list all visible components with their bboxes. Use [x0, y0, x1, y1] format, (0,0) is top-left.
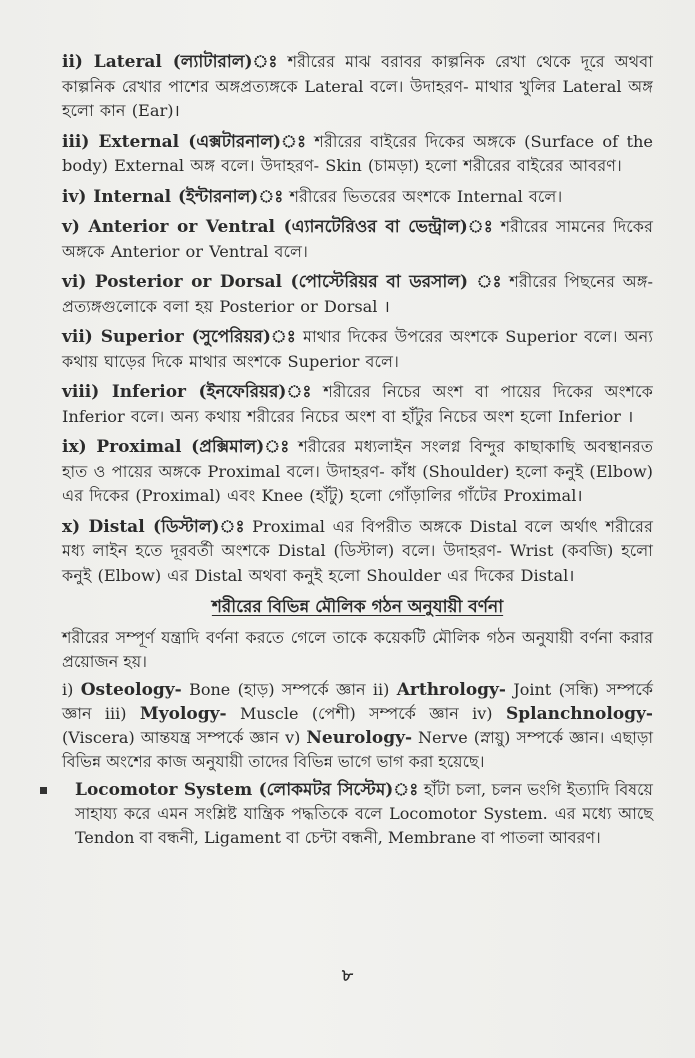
- entry-term: iii) External (এক্সটারনাল)ঃ: [62, 131, 307, 152]
- entry-anterior: [62, 215, 653, 264]
- list-text: (Viscera) আন্তযন্ত্র সম্পর্কে জ্ঞান v): [62, 728, 307, 747]
- entry-external: [62, 130, 653, 179]
- entry-internal: [62, 185, 653, 210]
- list-text: i): [62, 680, 81, 699]
- entry-lateral: [62, 50, 653, 124]
- entry-text: শরীরের মাঝ বরাবর কাল্পনিক রেখা থেকে দূরে অথবা কাল্পনিক রেখার পাশের অঙ্গপ্রত্যঙ্গকে Lateral বলে। উদাহরণ- মাথার খুলির Lateral অঙ্গ হলো কান (Ear)।: [62, 52, 653, 120]
- entry-text: শরীরের পিছনের অঙ্গ-প্রত্যঙ্গগুলোকে বলা হয় Posterior or Dorsal ।: [62, 272, 653, 316]
- bullet-locomotor: [62, 778, 653, 850]
- list-term-osteology: Osteology-: [80, 680, 182, 700]
- list-term-myology: Myology-: [139, 704, 227, 724]
- list-term-neurology: Neurology-: [306, 728, 413, 748]
- entry-inferior: [62, 380, 653, 429]
- list-text: Muscle (পেশী) সম্পর্কে জ্ঞান iv): [226, 704, 506, 723]
- entry-term: v) Anterior or Ventral (এ্যানটেরিওর বা ভেন্ট্রাল)ঃ: [62, 217, 493, 237]
- entry-text: শরীরের মধ্যলাইন সংলগ্ন বিন্দুর কাছাকাছি অবস্থানরত হাত ও পায়ের অঙ্গকে Proximal বলে। উদাহরণ- কাঁধ (Shoulder) হলো কনুই (Elbow) এর দিকের (Proximal) এবং Knee (হাঁটু) হলো গোঁড়ালির গাঁটের Proximal।: [62, 437, 653, 505]
- list-text: Joint (সন্ধি) সম্পর্কে জ্ঞান iii): [62, 680, 653, 723]
- section-intro: শরীরের সম্পূর্ণ যন্ত্রাদি বর্ণনা করতে গেলে তাকে কয়েকটি মৌলিক গঠন অনুযায়ী বর্ণনা করার প্রয়োজন হয়।: [62, 628, 653, 671]
- entry-term: vi) Posterior or Dorsal (পোস্টেরিয়র বা ডরসাল) ঃ: [62, 272, 502, 292]
- list-term-arthrology: Arthrology-: [396, 680, 506, 700]
- list-text: Bone (হাড়) সম্পর্কে জ্ঞান ii): [181, 680, 397, 699]
- entry-term: viii) Inferior (ইনফেরিয়র)ঃ: [62, 382, 312, 402]
- entry-proximal: [62, 435, 653, 509]
- list-text: Nerve (স্নায়ু) সম্পর্কে জ্ঞান। এছাড়া বিভিন্ন অংশের কাজ অনুযায়ী তাদের বিভিন্ন ভাগে ভাগ করা হয়েছে।: [62, 728, 654, 771]
- entry-text: মাথার দিকের উপরের অংশকে Superior বলে। অন্য কথায় ঘাড়ের দিকে মাথার অংশকে Superior বলে।: [62, 327, 653, 371]
- bullet-term: Locomotor System (লোকমটর সিস্টেম)ঃ: [75, 780, 419, 800]
- entry-text: Proximal এর বিপরীত অঙ্গকে Distal বলে অর্থাৎ শরীরের মধ্য লাইন হতে দূরবর্তী অংশকে Distal (ডিস্টাল) বলে। উদাহরণ- Wrist (কবজি) হলো কনুই (Elbow) এর Distal অথবা কনুই হলো Shoulder এর দিকের Distal।: [62, 516, 653, 585]
- entry-text: শরীরের ভিতরের অংশকে Internal বলে।: [289, 186, 563, 206]
- entry-superior: [62, 325, 653, 374]
- entry-term: ii) Lateral (ল্যাটারাল)ঃ: [62, 52, 278, 72]
- entry-posterior: [62, 270, 653, 319]
- entry-text: শরীরের নিচের অংশ বা পায়ের দিকের অংশকে Inferior বলে। অন্য কথায় শরীরের নিচের অংশ বা হাঁটুর নিচের অংশ হলো Inferior ।: [62, 382, 653, 426]
- list-term-splanchnology: Splanchnology-: [505, 704, 653, 724]
- entry-text: শরীরের সামনের দিকের অঙ্গকে Anterior or Ventral বলে।: [62, 217, 653, 261]
- entry-term: x) Distal (ডিস্টাল)ঃ: [62, 516, 245, 537]
- entry-term: ix) Proximal (প্রক্সিমাল)ঃ: [62, 437, 290, 457]
- bullet-content: [59, 778, 653, 850]
- section-list: [62, 678, 653, 774]
- entry-text: শরীরের বাইরের দিকের অঙ্গকে (Surface of the body) External অঙ্গ বলে। উদাহরণ- Skin (চামড়া) হলো শরীরের বাইরের আবরণ।: [62, 131, 653, 175]
- entry-distal: [62, 515, 653, 589]
- square-bullet-icon: [40, 787, 47, 794]
- entry-term: iv) Internal (ইন্টারনাল)ঃ: [62, 186, 284, 207]
- entry-term: vii) Superior (সুপেরিয়র)ঃ: [62, 327, 296, 347]
- section-heading: শরীরের বিভিন্ন মৌলিক গঠন অনুযায়ী বর্ণনা: [211, 597, 504, 617]
- bullet-text: হাঁটা চলা, চলন ভংগি ইত্যাদি বিষয়ে সাহায্য করে এমন সংশ্লিষ্ট যান্ত্রিক পদ্ধতিকে বলে Locomotor System. এর মধ্যে আছে Tendon বা বন্ধনী, Ligament বা চেন্টা বন্ধনী, Membrane বা পাতলা আবরণ।: [75, 780, 653, 847]
- page-number: ৮: [341, 966, 354, 986]
